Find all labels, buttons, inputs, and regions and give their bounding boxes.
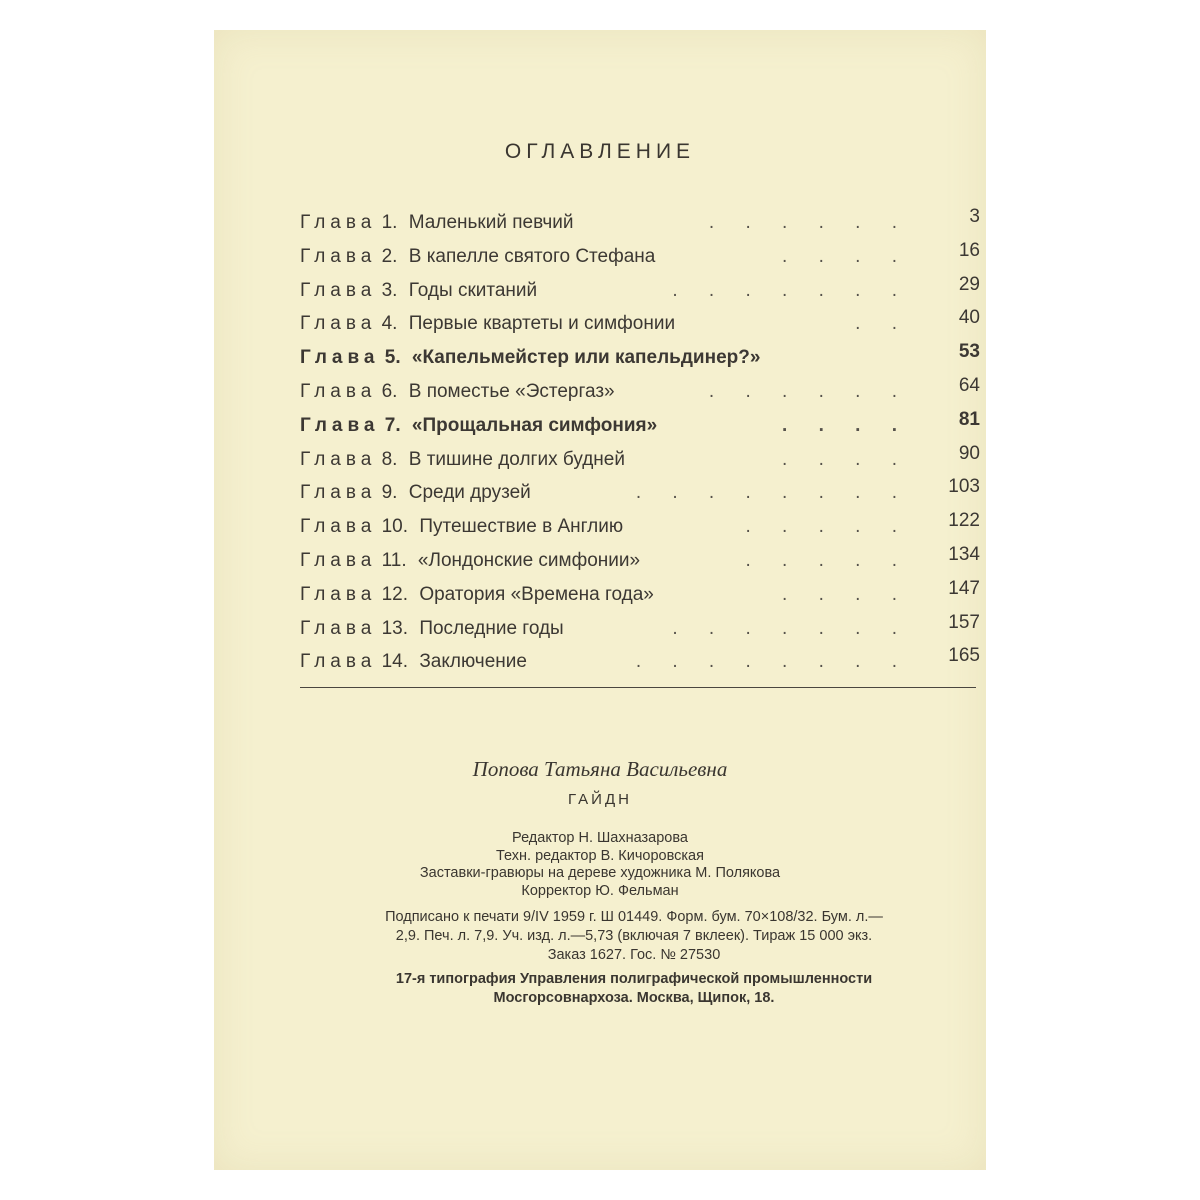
toc-chapter-number: 14. — [381, 651, 409, 673]
toc-entry — [300, 374, 980, 411]
toc-entry — [300, 408, 980, 445]
toc-entry — [300, 208, 980, 242]
toc-page-number: 40 — [958, 307, 980, 329]
toc-entry — [300, 343, 980, 377]
toc-chapter-number: 11. — [381, 549, 407, 571]
toc-page-number: 53 — [958, 341, 980, 363]
toc-chapter-title: Первые квартеты и симфонии — [408, 313, 676, 335]
author-name: Попова Татьяна Васильевна — [472, 757, 728, 781]
toc-leader-dots: . . . . — [782, 245, 910, 267]
toc-leader-dots: . . . . . . . — [672, 279, 910, 301]
toc-leader-dots: . . . . . . . . — [635, 651, 910, 673]
toc-page-number: 64 — [958, 374, 980, 396]
toc-chapter-prefix: Глава — [300, 549, 377, 571]
toc-entry — [300, 478, 980, 512]
toc-chapter-number: 4. — [381, 313, 398, 335]
toc-chapter-prefix: Глава — [300, 617, 377, 639]
toc-chapter-title: Маленький певчий — [408, 212, 574, 233]
toc-entry — [300, 543, 980, 580]
toc-leader-dots: . . — [855, 313, 910, 335]
toc-chapter-title: Оратория «Времена года» — [419, 583, 654, 605]
toc-chapter-number: 6. — [381, 380, 398, 402]
toc-chapter-number: 8. — [381, 448, 398, 470]
imprint-line: 2,9. Печ. л. 7,9. Уч. изд. л.—5,73 (включая 7 вклеек). Тираж 15 000 экз. — [395, 928, 873, 944]
toc-chapter-title: «Капельмейстер или капельдинер?» — [411, 347, 761, 369]
toc-page-number: 134 — [948, 543, 980, 565]
toc-chapter-prefix: Глава — [300, 347, 380, 369]
toc-page-number: 165 — [948, 645, 980, 667]
toc-chapter-title: Путешествие в Англию — [419, 516, 624, 538]
book-title: ГАЙДН — [568, 791, 632, 808]
toc-leader-dots: . . . . . . . — [672, 617, 910, 639]
toc-chapter-prefix: Глава — [300, 212, 377, 233]
credit-line: Редактор Н. Шахназарова — [512, 830, 688, 846]
toc-chapter-prefix: Глава — [300, 448, 377, 470]
toc-chapter-title: В капелле святого Стефана — [408, 245, 656, 267]
toc-chapter-prefix: Глава — [300, 516, 377, 538]
toc-page-number: 90 — [958, 442, 980, 464]
toc-chapter-prefix: Глава — [300, 245, 377, 267]
printer-line: 17-я типография Управления полиграфической промышленности — [395, 971, 873, 987]
toc-chapter-number: 5. — [384, 347, 401, 369]
toc-leader-dots: . . . . — [782, 448, 910, 470]
toc-leader-dots: . . . . . — [745, 549, 910, 571]
table-of-contents — [300, 208, 980, 681]
imprint-line: Подписано к печати 9/IV 1959 г. Ш 01449. Форм. бум. 70×108/32. Бум. л.— — [385, 909, 883, 925]
toc-chapter-prefix: Глава — [300, 380, 377, 402]
toc-page-number: 147 — [948, 577, 980, 599]
toc-chapter-prefix: Глава — [300, 583, 377, 605]
credit-line: Техн. редактор В. Кичоровская — [496, 847, 704, 864]
toc-entry — [300, 611, 980, 648]
toc-page-number: 103 — [948, 476, 980, 498]
printer-block — [294, 970, 974, 1008]
toc-chapter-title: Последние годы — [419, 617, 564, 639]
toc-chapter-prefix: Глава — [300, 279, 377, 301]
toc-leader-dots: . . . . . . — [708, 212, 910, 233]
toc-chapter-prefix: Глава — [300, 482, 377, 504]
credits-block — [214, 830, 986, 900]
toc-entry — [300, 273, 980, 310]
toc-chapter-title: Среди друзей — [408, 482, 531, 504]
toc-page-number: 122 — [948, 510, 980, 532]
toc-entry — [300, 442, 980, 479]
toc-chapter-prefix: Глава — [300, 313, 377, 335]
toc-page-number: 3 — [969, 206, 980, 227]
toc-chapter-number: 10. — [381, 516, 409, 538]
toc-chapter-title: «Лондонские симфонии» — [417, 549, 641, 571]
toc-chapter-number: 2. — [381, 245, 398, 267]
toc-chapter-number: 7. — [384, 414, 401, 436]
toc-page-number: 81 — [958, 408, 980, 430]
toc-leader-dots: . . . . — [782, 583, 910, 605]
toc-leader-dots: . . . . . — [745, 516, 910, 538]
toc-leader-dots: . . . . — [782, 414, 910, 436]
book-page — [214, 30, 986, 1170]
toc-heading: ОГЛАВЛЕНИЕ — [504, 140, 696, 163]
toc-leader-dots: . . . . . . — [708, 380, 910, 402]
toc-chapter-title: «Прощальная симфония» — [411, 414, 658, 436]
toc-entry — [300, 512, 980, 546]
printer-line: Мосгорсовнархоза. Москва, Щипок, 18. — [493, 990, 775, 1006]
toc-chapter-number: 13. — [381, 617, 409, 639]
toc-chapter-title: В тишине долгих будней — [408, 448, 625, 470]
toc-entry — [300, 577, 980, 614]
toc-chapter-prefix: Глава — [300, 651, 377, 673]
toc-entry — [300, 309, 980, 343]
credit-line: Корректор Ю. Фельман — [521, 882, 679, 899]
toc-chapter-number: 1. — [381, 212, 398, 233]
toc-leader-dots: . . . . . . . . — [635, 482, 910, 504]
toc-chapter-number: 9. — [381, 482, 398, 504]
toc-chapter-prefix: Глава — [300, 414, 380, 436]
imprint-line: Заказ 1627. Гос. № 27530 — [547, 947, 721, 963]
toc-chapter-title: Годы скитаний — [408, 279, 538, 301]
toc-page-number: 157 — [948, 611, 980, 633]
toc-page-number: 29 — [958, 273, 980, 295]
toc-chapter-title: В поместье «Эстергаз» — [408, 380, 615, 402]
toc-chapter-number: 3. — [381, 279, 398, 301]
toc-entry — [300, 647, 980, 681]
imprint-block — [294, 908, 974, 965]
credit-line: Заставки-гравюры на дереве художника М. Полякова — [419, 865, 781, 881]
toc-chapter-number: 12. — [381, 583, 409, 605]
toc-entry — [300, 239, 980, 276]
divider-rule — [300, 687, 976, 688]
toc-chapter-title: Заключение — [419, 651, 527, 673]
toc-page-number: 16 — [958, 239, 980, 261]
